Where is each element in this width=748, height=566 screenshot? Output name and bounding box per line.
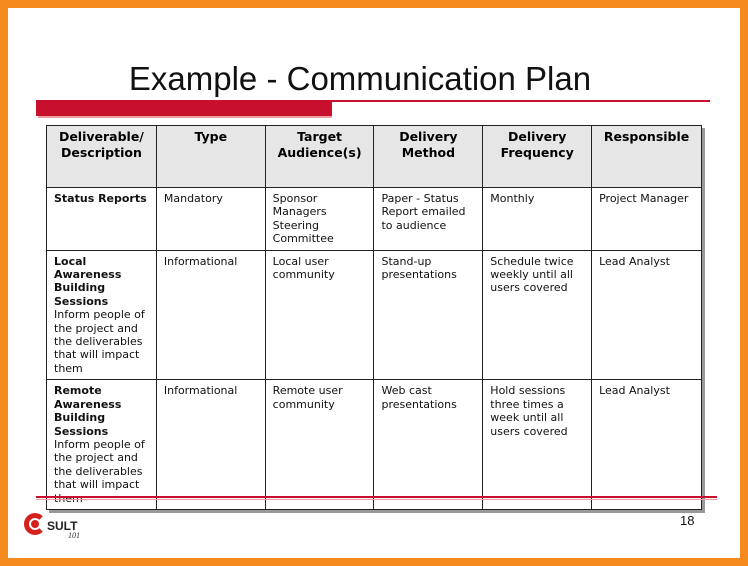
communication-plan-table — [46, 125, 702, 510]
cell-method: Web cast presentations — [374, 380, 483, 510]
table-header-row — [47, 126, 702, 188]
logo-number: 101 — [68, 531, 80, 540]
consult-logo — [24, 513, 94, 545]
cell-audience: Local user community — [265, 250, 374, 380]
header-type: Type — [156, 126, 265, 188]
cell-audience: Remote user community — [265, 380, 374, 510]
title-underline — [36, 98, 710, 115]
cell-responsible: Project Manager — [592, 188, 702, 251]
cell-frequency: Schedule twice weekly until all users covered — [483, 250, 592, 380]
cell-responsible: Lead Analyst — [592, 250, 702, 380]
table-row — [47, 188, 702, 251]
logo-dot-icon — [31, 520, 39, 528]
cell-deliverable: Remote Awareness Building Sessions Inform people of the project and the deliverables that will impact — [47, 380, 157, 510]
slide-title: Example - Communication Plan — [128, 60, 592, 97]
header-responsible: Responsible — [592, 126, 702, 188]
table-row — [47, 380, 702, 510]
cell-type: Informational — [156, 380, 265, 510]
cell-type: Mandatory — [156, 188, 265, 251]
logo-text: SULT — [47, 519, 78, 533]
cell-frequency: Hold sessions three times a week until all users covered — [483, 380, 592, 510]
cell-frequency: Monthly — [483, 188, 592, 251]
cell-audience: Sponsor Managers Steering Committee — [265, 188, 374, 251]
slide — [8, 8, 740, 558]
cell-responsible: Lead Analyst — [592, 380, 702, 510]
header-deliverable: Deliverable/ Description — [47, 126, 157, 188]
header-frequency: Delivery Frequency — [483, 126, 592, 188]
cell-type: Informational — [156, 250, 265, 380]
cell-method: Paper - Status Report emailed to audience — [374, 188, 483, 251]
header-audience: Target Audience(s) — [265, 126, 374, 188]
table-row — [47, 250, 702, 380]
footer-divider-shadow — [36, 499, 717, 500]
cell-method: Stand-up presentations — [374, 250, 483, 380]
cell-deliverable: Local Awareness Building Sessions Inform people of the project and the deliverables that will impact them — [47, 250, 157, 380]
header-method: Delivery Method — [374, 126, 483, 188]
cell-deliverable: Status Reports — [47, 188, 157, 251]
footer-divider — [36, 496, 717, 498]
page-number: 18 — [680, 513, 695, 528]
